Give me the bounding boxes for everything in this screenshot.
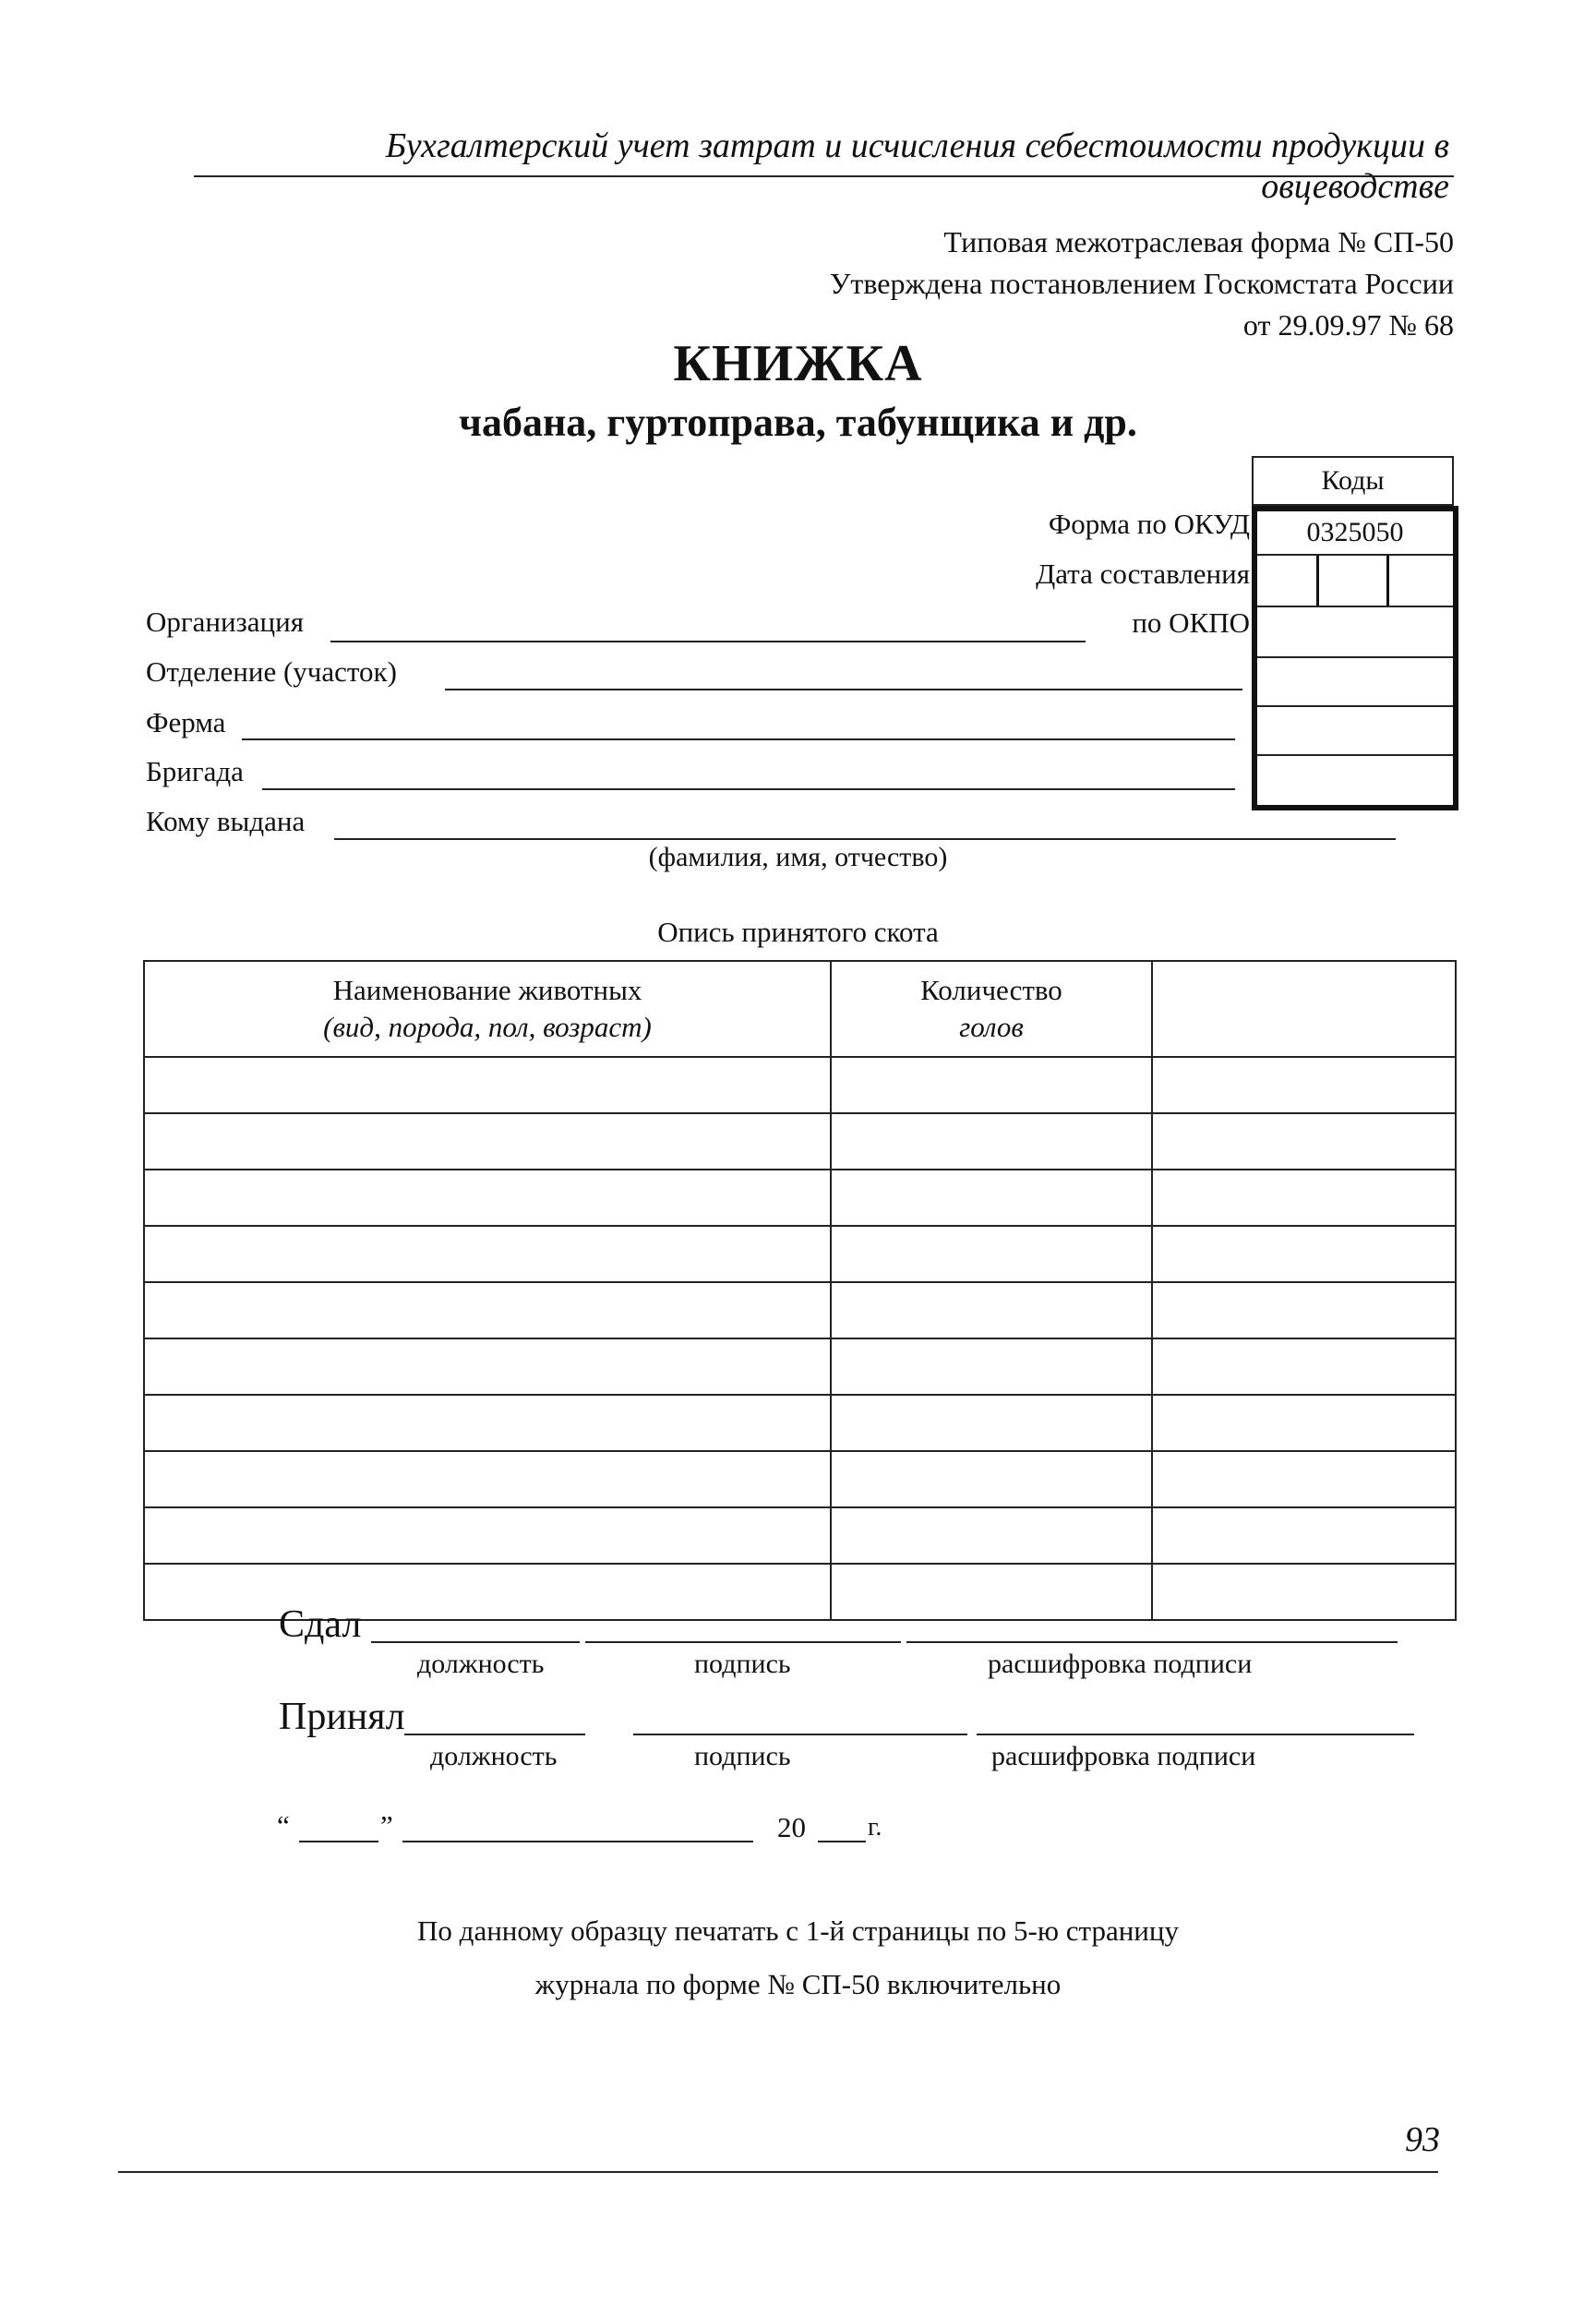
extra-cell[interactable]: [1152, 1451, 1456, 1507]
document-subtitle: чабана, гуртоправа, табунщика и др.: [459, 400, 1137, 445]
brigade-field[interactable]: [262, 788, 1235, 790]
animal-name-header-line1: Наименование животных: [332, 974, 642, 1006]
table-row: [144, 1113, 1456, 1170]
handed-decode-line[interactable]: [906, 1641, 1398, 1643]
issued-to-field[interactable]: [334, 838, 1396, 840]
date-close-quote: ”: [380, 1809, 393, 1842]
table-row: [144, 1170, 1456, 1226]
page-number: 93: [1405, 2120, 1440, 2159]
issued-to-label: Кому выдана: [146, 805, 306, 837]
extra-cell[interactable]: [1152, 1170, 1456, 1226]
department-label: Отделение (участок): [146, 655, 397, 688]
head-count-header-line1: Количество: [920, 974, 1062, 1006]
brigade-label: Бригада: [146, 755, 244, 787]
organization-field[interactable]: [330, 641, 1086, 642]
received-position-caption: должность: [430, 1741, 558, 1771]
count-cell[interactable]: [831, 1057, 1152, 1113]
animal-cell[interactable]: [144, 1338, 831, 1395]
animal-cell[interactable]: [144, 1113, 831, 1170]
okpo-label: по ОКПО: [1132, 606, 1250, 639]
extra-header: [1152, 961, 1456, 1057]
extra-cell[interactable]: [1152, 1113, 1456, 1170]
approval-line-approved: Утверждена постановлением Госкомстата России: [829, 267, 1454, 300]
animal-cell[interactable]: [144, 1564, 831, 1620]
department-code-cell[interactable]: [1257, 658, 1453, 707]
inventory-header-row: [144, 961, 1456, 1057]
count-cell[interactable]: [831, 1226, 1152, 1282]
approval-line-form: Типовая межотраслевая форма № СП-50: [943, 225, 1454, 258]
extra-cell[interactable]: [1152, 1282, 1456, 1338]
table-row: [144, 1507, 1456, 1564]
animal-cell[interactable]: [144, 1395, 831, 1451]
animal-name-header-line2: (вид, порода, пол, возраст): [323, 1011, 652, 1043]
extra-cell[interactable]: [1152, 1226, 1456, 1282]
table-row: [144, 1057, 1456, 1113]
table-row: [144, 1395, 1456, 1451]
count-cell[interactable]: [831, 1564, 1152, 1620]
department-field[interactable]: [445, 689, 1242, 690]
received-decode-line[interactable]: [977, 1734, 1414, 1735]
date-open-quote: “: [277, 1809, 290, 1842]
document-title: КНИЖКА: [673, 335, 923, 392]
year-field[interactable]: [818, 1841, 866, 1842]
brigade-code-cell[interactable]: [1257, 756, 1453, 805]
handed-label: Сдал: [279, 1603, 362, 1646]
received-position-line[interactable]: [404, 1734, 585, 1735]
date-label: Дата составления: [1036, 558, 1250, 590]
count-cell[interactable]: [831, 1338, 1152, 1395]
count-cell[interactable]: [831, 1395, 1152, 1451]
handed-signature-caption: подпись: [694, 1649, 791, 1679]
day-field[interactable]: [299, 1841, 378, 1842]
approval-block: [830, 222, 1454, 346]
extra-cell[interactable]: [1152, 1507, 1456, 1564]
count-cell[interactable]: [831, 1507, 1152, 1564]
footer-rule: [118, 2171, 1438, 2173]
head-count-header: [831, 961, 1152, 1057]
date-cell-divider: [1386, 556, 1389, 606]
okpo-code-cell[interactable]: [1257, 607, 1453, 658]
extra-cell[interactable]: [1152, 1057, 1456, 1113]
codes-box: [1252, 506, 1458, 810]
animal-cell[interactable]: [144, 1170, 831, 1226]
okud-label: Форма по ОКУД: [1048, 508, 1250, 540]
header-rule: [194, 175, 1454, 177]
table-row: [144, 1451, 1456, 1507]
year-prefix: 20: [777, 1811, 806, 1843]
handed-decode-caption: расшифровка подписи: [988, 1649, 1253, 1679]
animal-cell[interactable]: [144, 1282, 831, 1338]
inventory-caption: Опись принятого скота: [657, 916, 939, 948]
handed-position-line[interactable]: [371, 1641, 580, 1643]
animal-cell[interactable]: [144, 1451, 831, 1507]
inventory-table: [143, 960, 1457, 1621]
footer-note-line1: По данному образцу печатать с 1-й страницы по 5-ю страницу: [417, 1914, 1179, 1947]
organization-label: Организация: [146, 606, 304, 638]
head-count-header-line2: голов: [959, 1011, 1024, 1043]
animal-cell[interactable]: [144, 1507, 831, 1564]
received-signature-line[interactable]: [633, 1734, 967, 1735]
approval-line-date: от 29.09.97 № 68: [1242, 308, 1454, 342]
month-field[interactable]: [402, 1841, 753, 1842]
handed-signature-line[interactable]: [585, 1641, 901, 1643]
farm-label: Ферма: [146, 706, 226, 738]
farm-field[interactable]: [242, 738, 1235, 740]
animal-cell[interactable]: [144, 1057, 831, 1113]
count-cell[interactable]: [831, 1113, 1152, 1170]
received-decode-caption: расшифровка подписи: [991, 1741, 1256, 1771]
extra-cell[interactable]: [1152, 1564, 1456, 1620]
date-cell-divider: [1316, 556, 1319, 606]
table-row: [144, 1226, 1456, 1282]
running-head: Бухгалтерский учет затрат и исчисления себестоимости продукции в овцеводстве: [385, 126, 1449, 206]
table-row: [144, 1338, 1456, 1395]
count-cell[interactable]: [831, 1451, 1152, 1507]
extra-cell[interactable]: [1152, 1395, 1456, 1451]
okud-code-cell[interactable]: 0325050: [1257, 511, 1453, 556]
animal-cell[interactable]: [144, 1226, 831, 1282]
handed-position-caption: должность: [417, 1649, 545, 1679]
fio-caption: (фамилия, имя, отчество): [648, 842, 948, 872]
received-label: Принял: [279, 1696, 405, 1738]
table-row: [144, 1282, 1456, 1338]
animal-name-header: [144, 961, 831, 1057]
codes-header: Коды: [1252, 456, 1454, 506]
extra-cell[interactable]: [1152, 1338, 1456, 1395]
count-cell[interactable]: [831, 1282, 1152, 1338]
farm-code-cell[interactable]: [1257, 707, 1453, 756]
count-cell[interactable]: [831, 1170, 1152, 1226]
date-code-cell[interactable]: [1257, 556, 1453, 607]
footer-note-line2: журнала по форме № СП-50 включительно: [534, 1968, 1062, 2000]
year-suffix: г.: [868, 1813, 882, 1842]
received-signature-caption: подпись: [694, 1741, 791, 1771]
